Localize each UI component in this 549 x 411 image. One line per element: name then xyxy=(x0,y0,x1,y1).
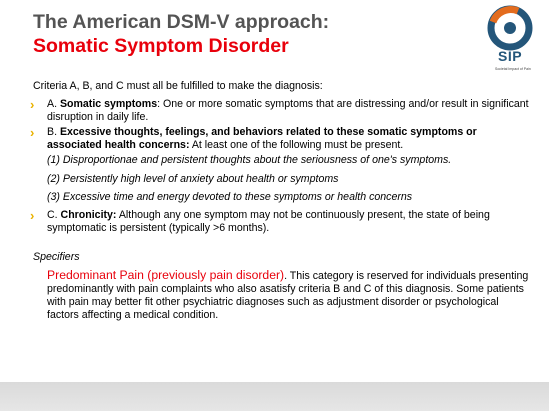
subitem-2: (2) Persistently high level of anxiety about health or symptoms xyxy=(47,172,339,185)
chevron-right-icon: › xyxy=(30,125,35,141)
criterion-b-text: At least one of the following must be present. xyxy=(189,139,404,152)
criterion-a xyxy=(30,97,533,124)
specifier-paragraph xyxy=(33,269,533,322)
criterion-c-text: Although any one symptom may not be continuously present, the state of being symptomatic is persistent (typically >6 months). xyxy=(47,208,490,234)
criterion-a-lead: A. xyxy=(47,98,60,111)
criterion-c-lead: C. xyxy=(47,208,61,221)
title-line-1: The American DSM-V approach: xyxy=(33,11,330,33)
subitem-3: (3) Excessive time and energy devoted to these symptoms or health concerns xyxy=(47,190,413,203)
specifiers-label: Specifiers xyxy=(33,250,80,263)
chevron-right-icon: › xyxy=(30,207,35,223)
criterion-a-bold: Somatic symptoms xyxy=(59,98,158,111)
subitem-1: (1) Disproportionae and persistent thoughts about the seriousness of one's symptoms. xyxy=(47,154,452,167)
criterion-b-bold: Excessive thoughts, feelings, and behaviors related to these somatic symptoms or associated health concerns: xyxy=(47,126,477,152)
footer-bar xyxy=(0,382,549,411)
title-line-2: Somatic Symptom Disorder xyxy=(33,35,289,57)
chevron-right-icon: › xyxy=(30,97,35,113)
specifier-heading: Predominant Pain (previously pain disorder) xyxy=(47,268,285,283)
logo-text: SIP xyxy=(498,48,523,64)
slide-body xyxy=(30,80,533,322)
criterion-b-lead: B. xyxy=(47,126,60,139)
intro-text: Criteria A, B, and C must all be fulfilled to make the diagnosis: xyxy=(33,80,323,92)
specifier-text: . This category is reserved for individuals presenting predominantly with pain complaints who also asatisfy criteria B and C of this diagnosis. Some patients with pain may better fit other psychiatric diagnoses such as adjustment disorder or psychological factors affecting a medical condition. xyxy=(47,270,529,322)
criterion-c-bold: Chronicity: xyxy=(60,208,117,221)
logo-subtitle: Societal Impact of Pain xyxy=(495,67,531,71)
criterion-c xyxy=(30,207,533,235)
criterion-a-text: : One or more somatic symptoms that are distressing and/or result in significant disruption in daily life. xyxy=(47,98,529,124)
criterion-b xyxy=(30,125,533,152)
